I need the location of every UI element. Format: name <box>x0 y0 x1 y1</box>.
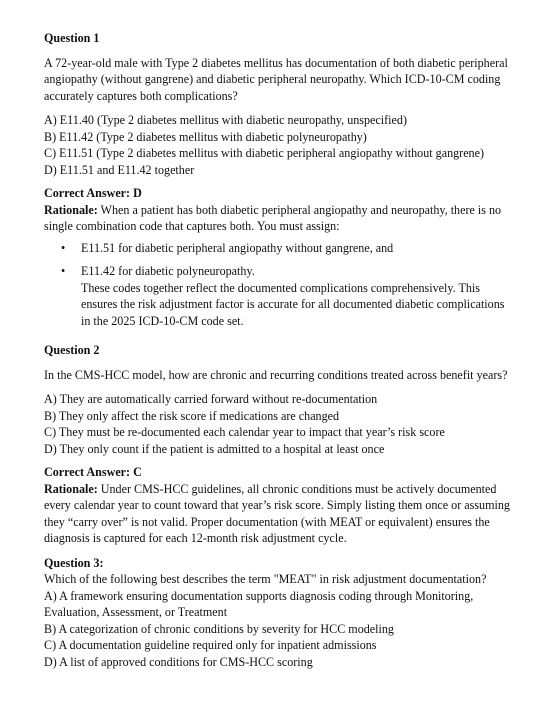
question-3-title: Question 3: <box>44 555 104 570</box>
bullet-icon: • <box>61 240 66 255</box>
question-1-option-d: D) E11.51 and E11.42 together <box>44 162 195 177</box>
question-1 <box>44 30 513 329</box>
question-1-title: Question 1 <box>44 31 100 45</box>
question-2-rationale <box>44 481 513 547</box>
question-2-option-d: D) They only count if the patient is admitted to a hospital at least once <box>44 441 385 456</box>
question-1-option-b: B) E11.42 (Type 2 diabetes mellitus with diabetic polyneuropathy) <box>44 129 367 144</box>
question-2-rationale-text: Under CMS-HCC guidelines, all chronic conditions must be actively documented every calendar year to count toward that year’s risk score. Simply listing them once or assuming they “carry over” is not valid. Proper documentation (with MEAT or equivalent) ensures the diagnosis is captured for each 12-month risk adjustment cycle. <box>44 481 510 545</box>
list-item <box>44 263 513 329</box>
question-3-option-a: A) A framework ensuring documentation supports diagnosis coding through Monitoring, Evaluation, Assessment, or Treatment <box>44 588 474 619</box>
question-1-bullet-followup: These codes together reflect the documented complications comprehensively. This ensures the risk adjustment factor is accurate for all documented diabetic complications in the 2025 ICD-10-CM code set. <box>81 280 505 328</box>
question-3-options <box>44 588 513 671</box>
question-1-bullet-list <box>44 240 513 330</box>
question-1-rationale-text: When a patient has both diabetic peripheral angiopathy and neuropathy, there is no single combination code that captures both. You must assign: <box>44 202 502 233</box>
question-3-option-d: D) A list of approved conditions for CMS-HCC scoring <box>44 654 313 669</box>
question-2-rationale-label: Rationale: <box>44 481 98 496</box>
question-2-correct-answer: Correct Answer: C <box>44 465 142 479</box>
question-2-title: Question 2 <box>44 343 100 357</box>
question-1-correct-answer: Correct Answer: D <box>44 186 142 200</box>
question-1-bullet-1: E11.51 for diabetic peripheral angiopathy without gangrene, and <box>81 240 394 255</box>
question-2-options <box>44 391 513 457</box>
question-3-option-c: C) A documentation guideline required only for inpatient admissions <box>44 638 377 652</box>
question-1-options <box>44 112 513 178</box>
question-1-stem: A 72-year-old male with Type 2 diabetes mellitus has documentation of both diabetic peripheral angiopathy (without gangrene) and diabetic peripheral neuropathy. Which ICD-10-CM coding accurately captures both complications? <box>44 55 508 103</box>
question-1-option-a: A) E11.40 (Type 2 diabetes mellitus with diabetic neuropathy, unspecified) <box>44 113 407 127</box>
question-1-option-c: C) E11.51 (Type 2 diabetes mellitus with diabetic peripheral angiopathy without gangrene) <box>44 146 485 160</box>
question-2-option-c: C) They must be re-documented each calendar year to impact that year’s risk score <box>44 425 445 439</box>
question-3 <box>44 555 513 671</box>
list-item <box>44 240 513 257</box>
question-2-option-a: A) They are automatically carried forward without re-documentation <box>44 392 378 406</box>
question-2-stem: In the CMS-HCC model, how are chronic and recurring conditions treated across benefit years? <box>44 367 508 382</box>
question-1-bullet-2: E11.42 for diabetic polyneuropathy. <box>81 264 255 278</box>
question-2 <box>44 342 513 547</box>
bullet-icon: • <box>61 264 66 278</box>
question-3-option-b: B) A categorization of chronic conditions by severity for HCC modeling <box>44 621 394 636</box>
question-2-option-b: B) They only affect the risk score if medications are changed <box>44 408 340 423</box>
question-3-stem: Which of the following best describes the term "MEAT" in risk adjustment documentation? <box>44 572 487 586</box>
question-1-rationale <box>44 202 513 235</box>
question-1-rationale-label: Rationale: <box>44 202 98 217</box>
